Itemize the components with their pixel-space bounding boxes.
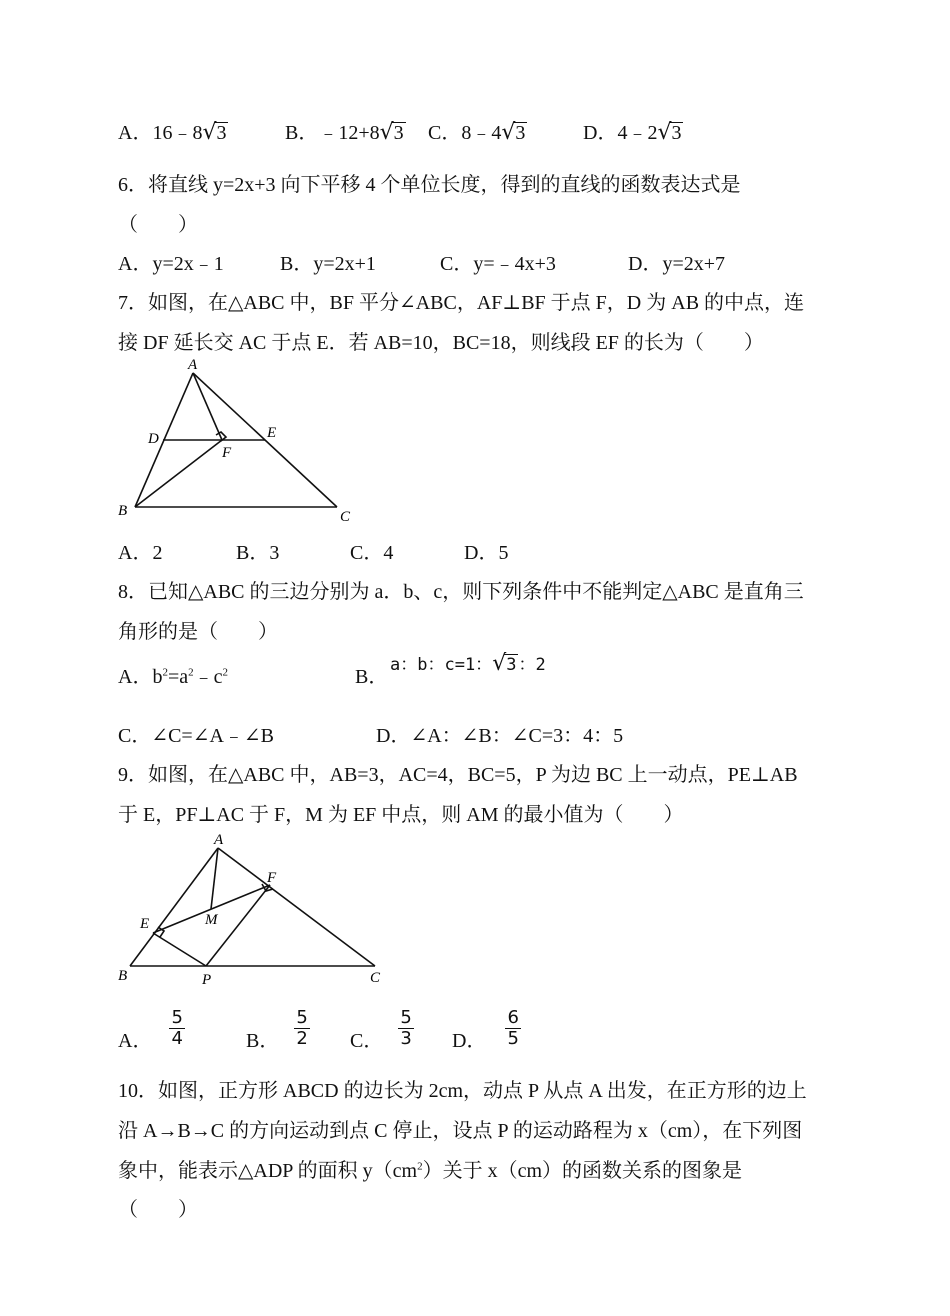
q6-blank: （ ） bbox=[118, 214, 198, 236]
q6-text: 6．将直线 y=2x+3 向下平移 4 个单位长度，得到的直线的函数表达式是 bbox=[118, 174, 741, 196]
q7-option-b: B．3 bbox=[236, 542, 280, 564]
q6-option-b: B．y=2x+1 bbox=[280, 253, 376, 275]
q8-option-b: a：b：c=1：√3 ：2 bbox=[390, 651, 546, 676]
q8-option-c: C．∠C=∠A﹣∠B bbox=[118, 725, 275, 747]
q7-line2: 接 DF 延长交 AC 于点 E．若 AB=10，BC=18，则线段 EF 的长为（ ） bbox=[118, 332, 764, 354]
q6-option-d: D．y=2x+7 bbox=[628, 253, 726, 275]
label-d: D bbox=[148, 431, 159, 447]
label-c: C bbox=[340, 509, 351, 525]
label-a: A bbox=[214, 832, 224, 848]
q9-figure bbox=[110, 828, 400, 993]
q8-line1: 8．已知△ABC 的三边分别为 a．b、c，则下列条件中不能判定△ABC 是直角三 bbox=[118, 581, 804, 603]
q7-line1: 7．如图，在△ABC 中，BF 平分∠ABC，AF⊥BF 于点 F，D 为 AB 的中点，连 bbox=[118, 292, 805, 314]
q10-line1: 10．如图，正方形 ABCD 的边长为 2cm，动点 P 从点 A 出发，在正方形的边上 bbox=[118, 1080, 807, 1102]
q10-line2: 沿 A→B→C 的方向运动到点 C 停止，设点 P 的运动路程为 x（cm），在下列图 bbox=[118, 1120, 803, 1142]
q7-figure bbox=[110, 355, 370, 525]
q5-option-b: B．﹣12+8√3 bbox=[285, 120, 404, 145]
sqrt-radicand: 3 bbox=[216, 122, 227, 144]
q9-option-c: C． $\frac{5}{3}$ bbox=[350, 1007, 412, 1053]
q6-option-c: C．y=﹣4x+3 bbox=[440, 253, 556, 275]
label-a: A bbox=[188, 357, 198, 373]
q6-option-a: A．y=2x﹣1 bbox=[118, 253, 224, 275]
label-f: F bbox=[267, 870, 277, 886]
q9-line1: 9．如图，在△ABC 中，AB=3，AC=4，BC=5，P 为边 BC 上一动点，PE⊥AB bbox=[118, 764, 798, 786]
q7-option-a: A．2 bbox=[118, 542, 163, 564]
q10-line3: 象中，能表示△ADP 的面积 $y(cm^2)$关于 x（cm）的函数关系的图象是 bbox=[118, 1160, 743, 1182]
q5-option-d: D．4﹣2√3 bbox=[583, 120, 682, 145]
label-p: P bbox=[202, 972, 212, 988]
q5-option-c: C．8﹣4√3 bbox=[428, 120, 526, 145]
label-f: F bbox=[222, 445, 232, 461]
q9-line2: 于 E，PF⊥AC 于 F，M 为 EF 中点，则 AM 的最小值为（ ） bbox=[118, 804, 684, 826]
q10-blank: （ ） bbox=[118, 1199, 198, 1221]
label-c: C bbox=[370, 970, 381, 986]
label-m: M bbox=[205, 912, 218, 928]
q8-option-d: D．∠A：∠B：∠C=3：4：5 bbox=[376, 725, 624, 747]
q9-option-a: A． $\frac{5}{4}$ bbox=[118, 1007, 183, 1053]
q9-option-d: D． $\frac{6}{5}$ bbox=[452, 1007, 519, 1053]
q7-option-d: D．5 bbox=[464, 542, 509, 564]
label-b: B bbox=[118, 968, 128, 984]
q8-line2: 角形的是（ ） bbox=[118, 621, 278, 643]
label-b: B bbox=[118, 503, 128, 519]
label-e: E bbox=[267, 425, 277, 441]
q7-option-c: C．4 bbox=[350, 542, 394, 564]
q5-option-a: A．16﹣8√3 bbox=[118, 120, 227, 145]
q8-option-b-label: B． bbox=[355, 666, 389, 688]
q9-option-b: B． $\frac{5}{2}$ bbox=[246, 1007, 308, 1053]
label-e: E bbox=[140, 916, 150, 932]
q8-option-a: A．$b^2=a^2﹣c^2$ bbox=[118, 666, 228, 688]
